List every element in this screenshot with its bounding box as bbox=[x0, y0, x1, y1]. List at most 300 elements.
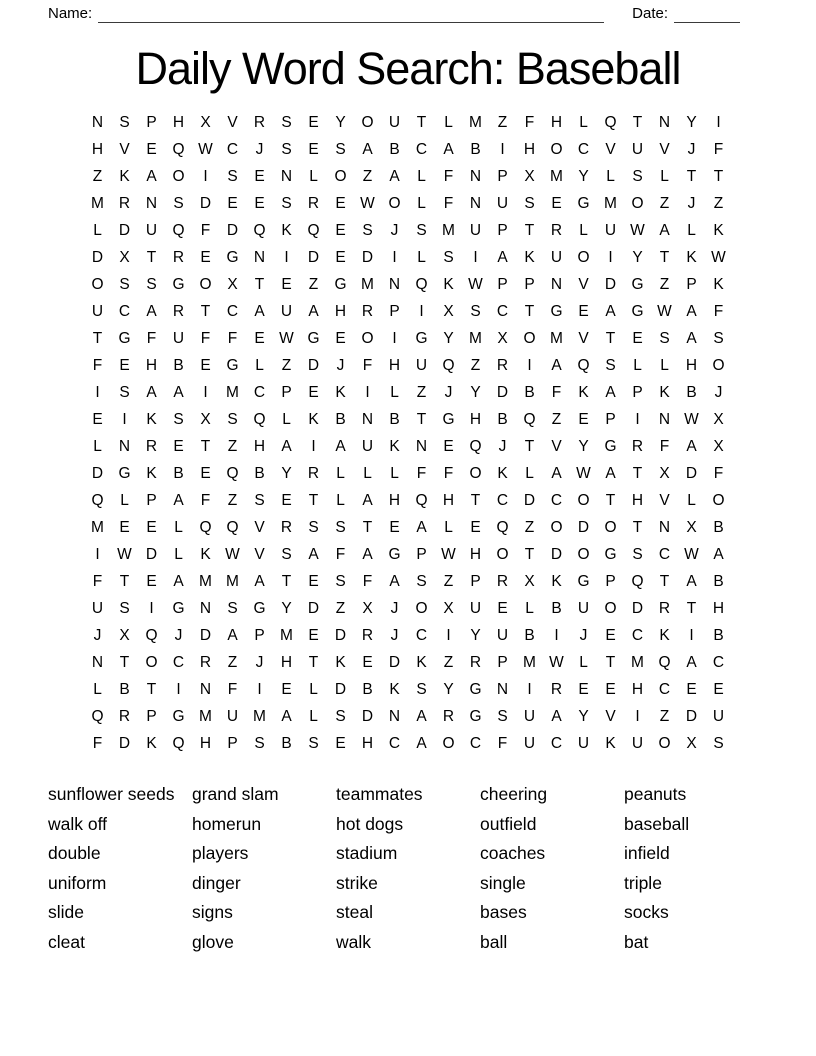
grid-letter: I bbox=[446, 626, 451, 644]
grid-letter: A bbox=[362, 545, 373, 563]
grid-letter: A bbox=[686, 329, 697, 347]
grid-letter: T bbox=[632, 518, 643, 536]
grid-letter: O bbox=[550, 140, 563, 158]
grid-letter: F bbox=[659, 437, 670, 455]
grid-letter: U bbox=[388, 113, 401, 131]
grid-letter: D bbox=[604, 275, 617, 293]
grid-letter: D bbox=[685, 707, 698, 725]
grid-letter: O bbox=[631, 194, 644, 212]
grid-letter: Q bbox=[577, 356, 590, 374]
grid-letter: W bbox=[468, 275, 483, 293]
grid-letter: D bbox=[334, 680, 347, 698]
grid-letter: S bbox=[227, 599, 238, 617]
word-list-column bbox=[336, 780, 480, 958]
grid-letter: A bbox=[146, 383, 157, 401]
word-list-column bbox=[48, 780, 192, 958]
grid-letter: O bbox=[496, 545, 509, 563]
grid-letter: F bbox=[335, 545, 346, 563]
grid-letter: A bbox=[254, 302, 265, 320]
grid-letter: C bbox=[388, 734, 401, 752]
grid-letter: G bbox=[226, 356, 239, 374]
grid-letter: S bbox=[335, 140, 346, 158]
grid-letter: K bbox=[605, 734, 616, 752]
word-list-column bbox=[480, 780, 624, 958]
grid-letter: K bbox=[281, 221, 292, 239]
grid-letter: U bbox=[577, 599, 590, 617]
grid-letter: E bbox=[335, 248, 346, 266]
grid-letter: I bbox=[554, 626, 559, 644]
grid-letter: L bbox=[444, 113, 453, 131]
grid-letter: L bbox=[660, 167, 669, 185]
grid-letter: L bbox=[417, 248, 426, 266]
grid-letter: J bbox=[687, 140, 696, 158]
grid-letter: L bbox=[282, 410, 291, 428]
grid-letter: Q bbox=[469, 437, 482, 455]
grid-letter: Q bbox=[415, 491, 428, 509]
word-list-item: sunflower seeds bbox=[48, 784, 175, 804]
grid-letter: B bbox=[551, 599, 562, 617]
grid-letter: U bbox=[469, 599, 482, 617]
grid-letter: H bbox=[712, 599, 725, 617]
grid-letter: G bbox=[226, 248, 239, 266]
grid-letter: O bbox=[712, 356, 725, 374]
grid-letter: T bbox=[524, 437, 535, 455]
grid-letter: C bbox=[550, 734, 563, 752]
grid-letter: W bbox=[549, 653, 564, 671]
grid-letter: N bbox=[388, 275, 401, 293]
grid-letter: V bbox=[551, 437, 562, 455]
grid-letter: P bbox=[497, 275, 508, 293]
word-list-item: triple bbox=[624, 872, 662, 893]
grid-letter: Y bbox=[686, 113, 697, 131]
grid-letter: H bbox=[388, 491, 401, 509]
grid-letter: O bbox=[415, 599, 428, 617]
grid-letter: O bbox=[442, 734, 455, 752]
grid-letter: Q bbox=[145, 626, 158, 644]
grid-letter: R bbox=[496, 356, 509, 374]
grid-letter: Y bbox=[578, 707, 589, 725]
grid-letter: Q bbox=[226, 464, 239, 482]
grid-letter: U bbox=[523, 707, 536, 725]
grid-letter: M bbox=[199, 572, 212, 590]
grid-letter: G bbox=[550, 302, 563, 320]
grid-letter: A bbox=[362, 140, 373, 158]
grid-letter: U bbox=[631, 140, 644, 158]
grid-letter: O bbox=[334, 167, 347, 185]
grid-letter: I bbox=[365, 383, 370, 401]
grid-letter: B bbox=[173, 464, 184, 482]
grid-letter: H bbox=[469, 410, 482, 428]
grid-letter: E bbox=[308, 383, 319, 401]
grid-letter: X bbox=[497, 329, 508, 347]
grid-letter: O bbox=[658, 734, 671, 752]
grid-letter: B bbox=[497, 410, 508, 428]
grid-letter: L bbox=[309, 707, 318, 725]
grid-letter: S bbox=[632, 545, 643, 563]
grid-letter: Z bbox=[524, 518, 535, 536]
grid-letter: Q bbox=[226, 518, 239, 536]
grid-letter: H bbox=[172, 113, 185, 131]
grid-letter: L bbox=[417, 167, 426, 185]
grid-letter: K bbox=[200, 545, 211, 563]
grid-letter: Z bbox=[659, 275, 670, 293]
grid-letter: A bbox=[686, 302, 697, 320]
grid-letter: G bbox=[172, 599, 185, 617]
grid-letter: G bbox=[442, 410, 455, 428]
word-list-item: hot dogs bbox=[336, 813, 404, 834]
grid-letter: Q bbox=[604, 113, 617, 131]
grid-letter: A bbox=[389, 572, 400, 590]
word-list-item: baseball bbox=[624, 813, 690, 834]
grid-letter: N bbox=[658, 113, 671, 131]
grid-letter: H bbox=[253, 437, 266, 455]
word-list-item: glove bbox=[192, 931, 234, 952]
grid-letter: R bbox=[631, 437, 644, 455]
grid-letter: E bbox=[146, 572, 157, 590]
grid-letter: S bbox=[227, 410, 238, 428]
grid-letter: X bbox=[443, 599, 454, 617]
grid-letter: H bbox=[91, 140, 104, 158]
grid-letter: K bbox=[389, 437, 400, 455]
grid-letter: P bbox=[146, 113, 157, 131]
grid-letter: R bbox=[658, 599, 671, 617]
grid-letter: T bbox=[416, 113, 427, 131]
grid-letter: E bbox=[578, 410, 589, 428]
grid-letter: C bbox=[172, 653, 185, 671]
grid-letter: L bbox=[120, 491, 129, 509]
grid-letter: O bbox=[199, 275, 212, 293]
grid-letter: L bbox=[255, 356, 264, 374]
grid-letter: R bbox=[118, 194, 131, 212]
grid-letter: F bbox=[443, 167, 454, 185]
grid-letter: U bbox=[145, 221, 158, 239]
grid-letter: U bbox=[496, 626, 509, 644]
grid-letter: M bbox=[361, 275, 374, 293]
grid-letter: X bbox=[686, 734, 697, 752]
grid-letter: A bbox=[659, 221, 670, 239]
grid-letter: S bbox=[443, 248, 454, 266]
grid-letter: X bbox=[443, 302, 454, 320]
grid-letter: A bbox=[605, 464, 616, 482]
grid-letter: K bbox=[713, 275, 724, 293]
grid-letter: S bbox=[416, 680, 427, 698]
grid-letter: U bbox=[523, 734, 536, 752]
grid-letter: N bbox=[658, 410, 671, 428]
grid-letter: E bbox=[173, 437, 184, 455]
grid-letter: A bbox=[281, 707, 292, 725]
grid-letter: A bbox=[308, 302, 319, 320]
grid-letter: E bbox=[308, 626, 319, 644]
word-list-item: outfield bbox=[480, 813, 537, 834]
grid-letter: H bbox=[361, 734, 374, 752]
grid-letter: E bbox=[254, 167, 265, 185]
grid-letter: A bbox=[443, 140, 454, 158]
grid-letter: U bbox=[550, 248, 563, 266]
grid-letter: X bbox=[200, 410, 211, 428]
grid-letter: R bbox=[469, 653, 482, 671]
word-list-item: cleat bbox=[48, 931, 85, 952]
grid-letter: P bbox=[605, 410, 616, 428]
grid-letter: X bbox=[659, 464, 670, 482]
grid-letter: N bbox=[388, 707, 401, 725]
grid-letter: E bbox=[632, 329, 643, 347]
grid-letter: L bbox=[336, 491, 345, 509]
grid-letter: I bbox=[284, 248, 289, 266]
word-list-item: homerun bbox=[192, 813, 262, 834]
grid-letter: O bbox=[604, 599, 617, 617]
word-list-item: teammates bbox=[336, 784, 423, 804]
grid-letter: G bbox=[577, 572, 590, 590]
grid-letter: Z bbox=[443, 653, 454, 671]
grid-letter: L bbox=[390, 464, 399, 482]
grid-letter: F bbox=[227, 329, 238, 347]
grid-letter: E bbox=[119, 518, 130, 536]
grid-letter: D bbox=[307, 356, 320, 374]
grid-letter: U bbox=[91, 302, 104, 320]
grid-letter: I bbox=[689, 626, 694, 644]
grid-letter: I bbox=[257, 680, 262, 698]
grid-letter: S bbox=[119, 275, 130, 293]
grid-letter: E bbox=[308, 113, 319, 131]
grid-letter: W bbox=[117, 545, 132, 563]
grid-letter: O bbox=[523, 329, 536, 347]
grid-letter: B bbox=[389, 410, 400, 428]
grid-letter: N bbox=[253, 248, 266, 266]
grid-letter: Y bbox=[578, 437, 589, 455]
grid-letter: V bbox=[254, 518, 265, 536]
grid-letter: S bbox=[362, 221, 373, 239]
grid-letter: F bbox=[200, 329, 211, 347]
grid-letter: M bbox=[631, 653, 644, 671]
grid-letter: K bbox=[146, 464, 157, 482]
grid-letter: I bbox=[473, 248, 478, 266]
word-list-item: ball bbox=[480, 931, 508, 952]
grid-letter: G bbox=[469, 707, 482, 725]
grid-letter: N bbox=[280, 167, 293, 185]
grid-letter: D bbox=[577, 518, 590, 536]
grid-letter: C bbox=[658, 680, 671, 698]
grid-letter: F bbox=[443, 464, 454, 482]
grid-letter: R bbox=[307, 194, 320, 212]
grid-letter: P bbox=[470, 572, 481, 590]
grid-letter: V bbox=[254, 545, 265, 563]
grid-letter: I bbox=[608, 248, 613, 266]
grid-letter: Z bbox=[308, 275, 319, 293]
word-list-item: slide bbox=[48, 902, 84, 923]
grid-letter: U bbox=[280, 302, 293, 320]
grid-letter: M bbox=[550, 329, 563, 347]
grid-letter: X bbox=[362, 599, 373, 617]
name-blank-line bbox=[98, 7, 604, 23]
grid-letter: T bbox=[146, 248, 157, 266]
grid-letter: O bbox=[388, 194, 401, 212]
grid-letter: G bbox=[334, 275, 347, 293]
grid-letter: L bbox=[309, 167, 318, 185]
grid-letter: K bbox=[308, 410, 319, 428]
grid-letter: G bbox=[253, 599, 266, 617]
grid-letter: T bbox=[281, 572, 292, 590]
grid-letter: Y bbox=[443, 329, 454, 347]
grid-letter: H bbox=[442, 491, 455, 509]
grid-letter: D bbox=[334, 626, 347, 644]
grid-letter: K bbox=[416, 653, 427, 671]
grid-letter: K bbox=[578, 383, 589, 401]
grid-letter: T bbox=[632, 464, 643, 482]
grid-letter: U bbox=[496, 194, 509, 212]
grid-letter: T bbox=[362, 518, 373, 536]
grid-letter: L bbox=[579, 113, 588, 131]
grid-letter: Q bbox=[172, 221, 185, 239]
grid-letter: W bbox=[441, 545, 456, 563]
word-list-item: stadium bbox=[336, 843, 398, 864]
grid-letter: X bbox=[119, 626, 130, 644]
grid-letter: W bbox=[684, 545, 699, 563]
grid-letter: R bbox=[145, 437, 158, 455]
word-list-item: coaches bbox=[480, 843, 546, 864]
grid-letter: G bbox=[604, 545, 617, 563]
grid-letter: G bbox=[118, 464, 131, 482]
grid-letter: C bbox=[712, 653, 725, 671]
grid-letter: S bbox=[281, 194, 292, 212]
word-list-item: socks bbox=[624, 902, 669, 923]
grid-letter: P bbox=[146, 707, 157, 725]
grid-letter: R bbox=[550, 680, 563, 698]
grid-letter: M bbox=[280, 626, 293, 644]
grid-letter: S bbox=[416, 221, 427, 239]
grid-letter: B bbox=[686, 383, 697, 401]
grid-letter: O bbox=[91, 275, 104, 293]
grid-letter: G bbox=[631, 302, 644, 320]
grid-letter: U bbox=[226, 707, 239, 725]
grid-letter: S bbox=[308, 518, 319, 536]
grid-letter: C bbox=[118, 302, 131, 320]
grid-letter: I bbox=[203, 383, 208, 401]
grid-letter: I bbox=[149, 599, 154, 617]
header bbox=[0, 0, 816, 23]
grid-letter: A bbox=[335, 437, 346, 455]
grid-letter: P bbox=[497, 167, 508, 185]
grid-letter: Q bbox=[91, 491, 104, 509]
grid-letter: W bbox=[225, 545, 240, 563]
grid-letter: K bbox=[497, 464, 508, 482]
word-list-item: bases bbox=[480, 902, 527, 923]
word-list-item: signs bbox=[192, 902, 233, 923]
grid-letter: K bbox=[146, 734, 157, 752]
grid-letter: V bbox=[605, 140, 616, 158]
grid-letter: X bbox=[713, 437, 724, 455]
grid-letter: A bbox=[416, 734, 427, 752]
grid-letter: L bbox=[444, 518, 453, 536]
grid-letter: L bbox=[525, 599, 534, 617]
grid-letter: N bbox=[550, 275, 563, 293]
grid-letter: A bbox=[173, 491, 184, 509]
grid-letter: L bbox=[390, 383, 399, 401]
grid-letter: I bbox=[635, 410, 640, 428]
grid-letter: H bbox=[523, 140, 536, 158]
grid-letter: D bbox=[685, 464, 698, 482]
grid-letter: M bbox=[469, 113, 482, 131]
grid-letter: X bbox=[200, 113, 211, 131]
grid-letter: T bbox=[470, 491, 481, 509]
grid-letter: Y bbox=[578, 167, 589, 185]
grid-letter: S bbox=[713, 734, 724, 752]
grid-letter: D bbox=[631, 599, 644, 617]
grid-letter: E bbox=[713, 680, 724, 698]
grid-letter: B bbox=[173, 356, 184, 374]
grid-letter: E bbox=[578, 302, 589, 320]
grid-letter: Y bbox=[281, 464, 292, 482]
grid-letter: G bbox=[172, 707, 185, 725]
grid-letter: E bbox=[92, 410, 103, 428]
grid-letter: Q bbox=[172, 140, 185, 158]
word-list-item: bat bbox=[624, 931, 649, 952]
grid-letter: I bbox=[95, 383, 100, 401]
grid-letter: D bbox=[145, 545, 158, 563]
grid-letter: X bbox=[227, 275, 238, 293]
grid-letter: S bbox=[470, 302, 481, 320]
grid-letter: D bbox=[91, 248, 104, 266]
grid-letter: J bbox=[93, 626, 102, 644]
grid-letter: G bbox=[631, 275, 644, 293]
grid-letter: L bbox=[309, 680, 318, 698]
grid-letter: K bbox=[686, 248, 697, 266]
grid-letter: Q bbox=[307, 221, 320, 239]
grid-letter: L bbox=[417, 194, 426, 212]
grid-letter: S bbox=[605, 356, 616, 374]
grid-letter: Z bbox=[551, 410, 562, 428]
grid-letter: F bbox=[497, 734, 508, 752]
grid-letter: Z bbox=[227, 653, 238, 671]
date-label: Date: bbox=[632, 5, 668, 22]
grid-letter: F bbox=[200, 221, 211, 239]
grid-letter: Y bbox=[281, 599, 292, 617]
grid-letter: C bbox=[496, 302, 509, 320]
word-list-column bbox=[624, 780, 768, 958]
grid-letter: F bbox=[713, 140, 724, 158]
grid-letter: T bbox=[605, 329, 616, 347]
grid-letter: T bbox=[686, 599, 697, 617]
grid-letter: T bbox=[524, 302, 535, 320]
grid-letter: E bbox=[443, 437, 454, 455]
grid-letter: U bbox=[577, 734, 590, 752]
grid-letter: F bbox=[713, 464, 724, 482]
grid-letter: B bbox=[713, 626, 724, 644]
grid-letter: S bbox=[416, 572, 427, 590]
grid-letter: I bbox=[95, 545, 100, 563]
grid-letter: D bbox=[388, 653, 401, 671]
grid-letter: M bbox=[226, 383, 239, 401]
grid-letter: H bbox=[469, 545, 482, 563]
grid-letter: D bbox=[199, 626, 212, 644]
grid-letter: H bbox=[280, 653, 293, 671]
grid-letter: Q bbox=[523, 410, 536, 428]
grid-letter: W bbox=[279, 329, 294, 347]
grid-letter: F bbox=[200, 491, 211, 509]
grid-letter: O bbox=[550, 518, 563, 536]
grid-letter: R bbox=[280, 518, 293, 536]
grid-letter: A bbox=[605, 383, 616, 401]
grid-letter: E bbox=[308, 572, 319, 590]
grid-letter: S bbox=[659, 329, 670, 347]
grid-letter: T bbox=[605, 653, 616, 671]
grid-letter: U bbox=[361, 437, 374, 455]
grid-letter: X bbox=[119, 248, 130, 266]
grid-letter: F bbox=[443, 194, 454, 212]
grid-letter: I bbox=[500, 140, 505, 158]
grid-letter: E bbox=[227, 194, 238, 212]
word-list-item: players bbox=[192, 843, 249, 864]
grid-letter: J bbox=[255, 653, 264, 671]
